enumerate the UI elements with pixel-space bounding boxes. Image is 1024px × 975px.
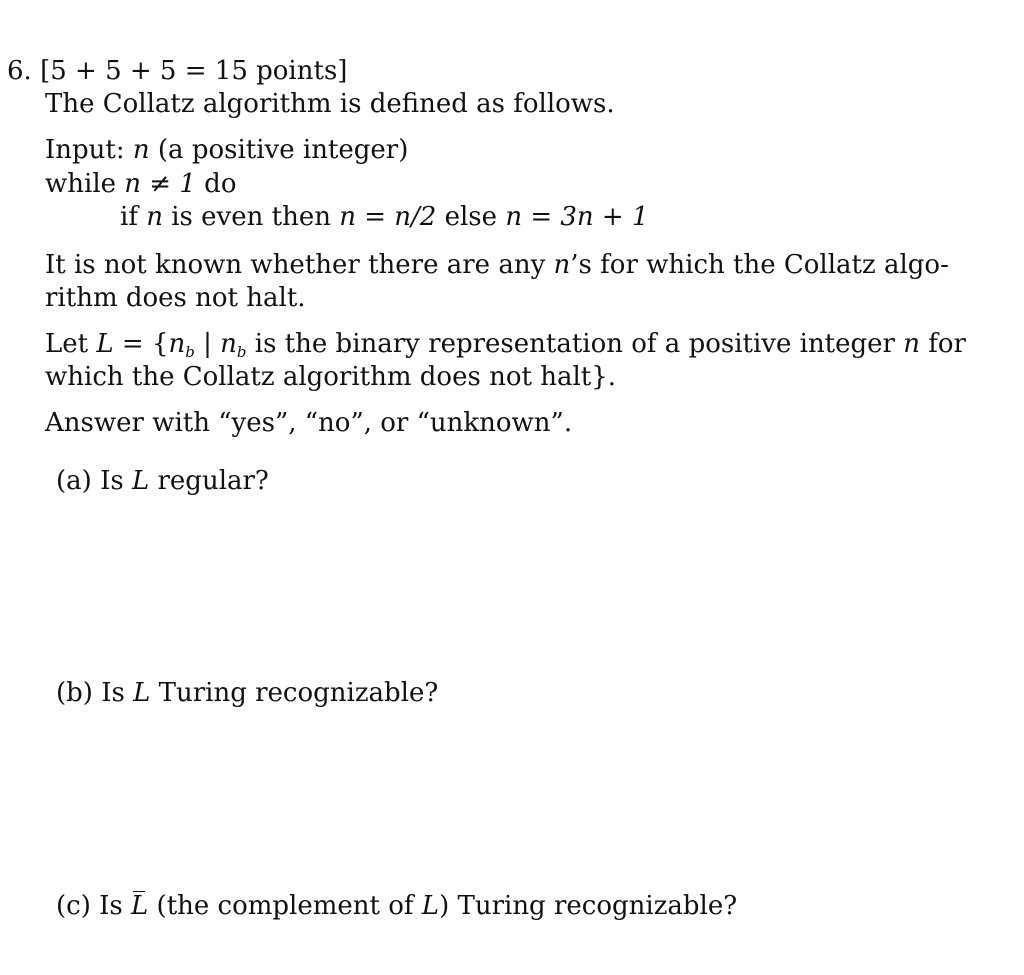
paragraph1-text-a: It is not known whether there are any — [45, 250, 546, 280]
definition-nb-2: $n_b$ — [220, 329, 247, 361]
question-number: 6. — [7, 56, 32, 86]
definition-bar: | — [203, 329, 212, 359]
paragraph1-var: n — [553, 250, 571, 280]
part-a-pre: Is — [100, 466, 124, 496]
part-a-var: L — [131, 466, 150, 496]
if-keyword: if — [120, 202, 138, 232]
definition-L: L — [96, 329, 114, 359]
else-keyword: else — [444, 202, 498, 232]
even-text: is even then — [171, 202, 331, 232]
part-a-label: (a) — [56, 466, 92, 496]
then-assignment: n = n/2 — [339, 202, 437, 232]
part-c-label: (c) — [56, 891, 91, 921]
part-b-pre: Is — [101, 678, 125, 708]
while-condition: n ≠ 1 — [124, 169, 196, 199]
part-b-label: (b) — [56, 678, 93, 708]
part-b-var: L — [133, 678, 151, 708]
part-c-paren: (the complement of — [156, 891, 414, 921]
while-keyword: while — [45, 169, 117, 199]
paragraph1-text-b: ’s for which the Collatz algo- — [570, 250, 949, 280]
part-c-close: ) — [439, 891, 450, 921]
algorithm-while-line — [45, 171, 236, 197]
definition-let: Let — [45, 329, 89, 359]
definition-for: for — [928, 329, 966, 359]
part-c — [56, 893, 737, 919]
part-a — [56, 468, 269, 494]
part-b-post: Turing recognizable? — [158, 678, 439, 708]
part-c-paren-var: L — [421, 891, 440, 921]
paragraph1-line1 — [45, 252, 949, 278]
paragraph1-line2: rithm does not halt. — [45, 283, 306, 313]
part-c-var-complement: L — [131, 891, 149, 921]
question-points: [5 + 5 + 5 = 15 points] — [40, 56, 348, 86]
definition-line2: which the Collatz algorithm does not halt}. — [45, 362, 617, 392]
part-c-post: Turing recognizable? — [457, 891, 738, 921]
part-b — [56, 680, 438, 706]
input-desc: (a positive integer) — [157, 135, 409, 165]
definition-nb: $n_b$ — [168, 329, 195, 361]
part-c-pre: Is — [99, 891, 123, 921]
input-label: Input: — [45, 135, 125, 165]
definition-mid: is the binary representation of a positive integer — [246, 329, 895, 359]
definition-n2: n — [903, 329, 920, 359]
if-var: n — [146, 202, 163, 232]
definition-eq-brace: = { — [113, 329, 169, 359]
algorithm-body-line — [120, 204, 649, 230]
algorithm-input-line — [45, 137, 408, 163]
else-assignment: n = 3n + 1 — [505, 202, 649, 232]
question-header — [7, 58, 347, 84]
definition-line1 — [45, 331, 966, 360]
question-intro: The Collatz algorithm is defined as follows. — [45, 89, 615, 119]
part-a-post: regular? — [157, 466, 269, 496]
input-var: n — [132, 135, 150, 165]
instruction: Answer with “yes”, “no”, or “unknown”. — [45, 408, 573, 438]
do-keyword: do — [204, 169, 237, 199]
